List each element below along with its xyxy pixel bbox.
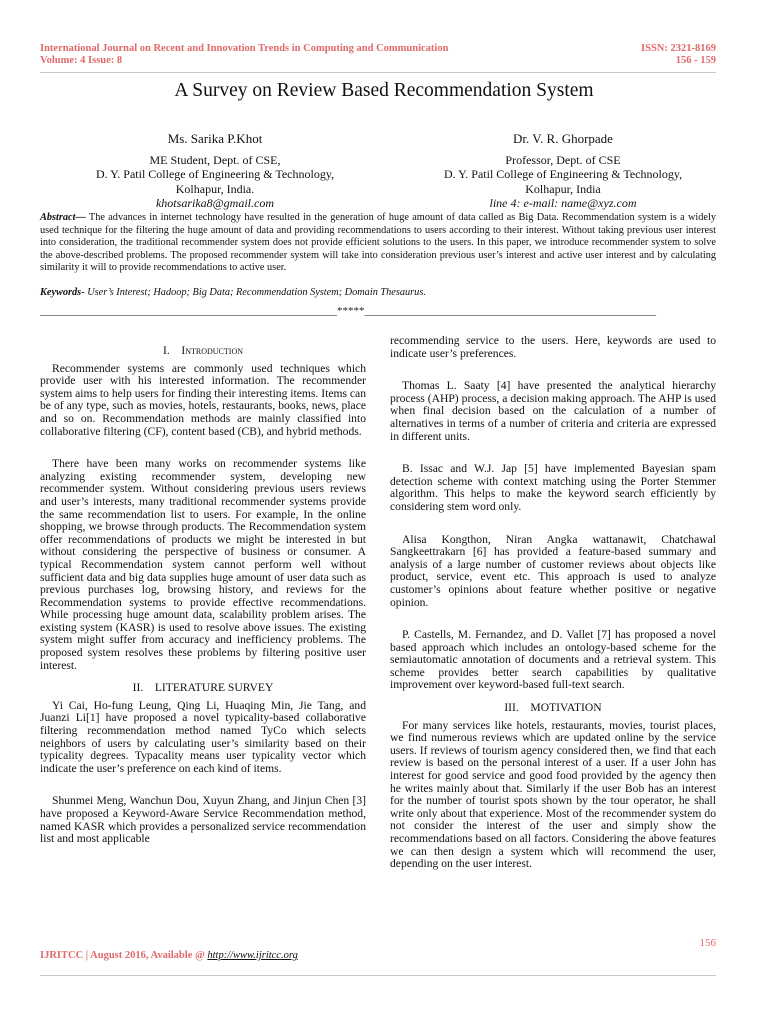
paragraph: P. Castells, M. Fernandez, and D. Vallet [7] has proposed a novel based approach which includes an ontology-based scheme for the semiautomatic annotation of documents and a retrieval system. This scheme provides better search capabilities by qualitative improvement over keyword-based full-text search.	[390, 628, 716, 692]
paragraph: Shunmei Meng, Wanchun Dou, Xuyun Zhang, and Jinjun Chen [3] have proposed a Keyword-Aware Service Recommendation method, named KASR which provides a personalized service recommendation list and most applicable	[40, 794, 366, 846]
paragraph: Yi Cai, Ho-fung Leung, Qing Li, Huaqing Min, Jie Tang, and Juanzi Li[1] have proposed a novel typicality-based collaborative filtering recommendation method named TyCo which selects neighbors of users by calculating user’s similarity based on their typicality degrees. Typacality means user typicality vector which indicate the user’s preference on each kind of items.	[40, 698, 366, 775]
section-title: LITERATURE SURVEY	[154, 681, 274, 695]
author-role: Professor, Dept. of CSE	[505, 152, 621, 167]
keywords	[40, 287, 720, 298]
separator: ______________________________________________________*****_____________________________________________________	[40, 305, 656, 317]
footer	[40, 950, 298, 961]
paragraph: There have been many works on recommender systems like analyzing existing recommender system, developing new recommender system. Without considering previous users reviews and user’s interests, many traditional recommender systems provide the same recommendation list to users. For example, In the online shopping, we browse through products. The Recommendation system offer recommendations of products we might be interested in but without considering the perspective of business or consumer. A typical Recommendation system cannot perform well without sufficient data and big data supplies huge amount of user data such as previous purchases log, browsing history, and reviews for the Recommendation systems to provide effective recommendations. While processing huge amount data, scalability problem arises. The existing system (KASR) is used to resolve above issues. The existing system might suffer from accuracy and inefficiency problems. The proposed system resolves these problems by filtering positive user interest.	[40, 457, 366, 672]
author-affiliation: D. Y. Patil College of Engineering & Technology,	[95, 167, 335, 181]
volume-issue: Volume: 4 Issue: 8	[40, 55, 123, 66]
paragraph: recommending service to the users. Here, keywords are used to indicate user’s preferences.	[390, 334, 716, 360]
keywords-label: Keywords-	[40, 287, 85, 298]
section-number: III.	[504, 701, 519, 715]
footer-text: IJRITCC | August 2016, Available @	[40, 950, 208, 961]
section-number: I.	[163, 344, 170, 357]
paragraph: Recommender systems are commonly used techniques which provide user with his interested information. The recommender system aims to help users for finding their interesting items. Items can be of any type, such as movies, hotels, restaurants, books, news, place and so on. Recommendation methods are mainly classified into collaborative filtering (CF), content based (CB), and hybrid methods.	[40, 361, 366, 438]
author-name: Ms. Sarika P.Khot	[167, 131, 263, 146]
abstract-label: Abstract—	[40, 212, 86, 223]
author-block-2	[398, 132, 728, 211]
left-column	[40, 345, 366, 846]
paper-title: A Survey on Review Based Recommendation System	[174, 80, 594, 101]
paragraph: Alisa Kongthon, Niran Angka wattanawit, Chatchawal Sangkeettrakarn [6] has provided a feature-based summary and analysis of a large number of customer reviews about objects like product, service, event etc. This approach is used to analyze customer’s opinions about feature whether positive or negative opinion.	[390, 532, 716, 609]
author-location: Kolhapur, India	[525, 181, 601, 196]
issn: ISSN: 2321-8169	[641, 43, 716, 54]
section-number: II.	[132, 681, 144, 695]
author-email: line 4: e-mail: name@xyz.com	[489, 196, 637, 210]
journal-name: International Journal on Recent and Innovation Trends in Computing and Communication	[40, 43, 449, 54]
footer-link[interactable]: http://www.ijritcc.org	[207, 950, 298, 961]
section-heading-literature	[40, 682, 366, 695]
author-location: Kolhapur, India.	[175, 181, 255, 196]
right-column	[390, 335, 716, 871]
keywords-text: User’s Interest; Hadoop; Big Data; Recommendation System; Domain Thesaurus.	[84, 287, 426, 298]
paragraph: Thomas L. Saaty [4] have presented the analytical hierarchy process (AHP) process, a decision making approach. The AHP is used when final decision based on the calculation of a number of alternatives in terms of a number of criteria and criteria are expressed in different units.	[390, 379, 716, 443]
author-role: ME Student, Dept. of CSE,	[149, 152, 281, 167]
page-range: 156 - 159	[675, 55, 716, 66]
abstract	[40, 212, 716, 275]
section-title: Introduction	[181, 344, 243, 357]
paragraph: B. Issac and W.J. Jap [5] have implemented Bayesian spam detection scheme with context matching using the Porter Stemmer algorithm. This helps to make the keyword search efficiently by considering stem word only.	[390, 462, 716, 513]
author-name: Dr. V. R. Ghorpade	[513, 131, 613, 146]
author-affiliation: D. Y. Patil College of Engineering & Technology,	[443, 167, 683, 181]
section-title: MOTIVATION	[530, 701, 602, 715]
section-heading-introduction	[40, 345, 366, 358]
paragraph: For many services like hotels, restaurants, movies, tourist places, we find numerous reviews which are updated online by the service users. If reviews of tourism agency considered then, we find that each review is based on the personal interest of a user. If a user John has interest for good service and good food provided by the agency then he writes mainly about that. Similarly if the user Bob has an interest for the number of tourist spots shown by the tour operator, he shall write only about that experience. Most of the recommender system do not consider the interest of the user and simply show the recommendations based on all factors. Considering the above features we can then design a system which will recommend the user, depending on the user interest.	[390, 718, 716, 871]
page-number: 156	[699, 937, 716, 949]
footer-rule	[40, 975, 716, 976]
abstract-text: The advances in internet technology have resulted in the generation of huge amount of data called as Big Data. Recommendation system is a widely used technique for the filtering the huge amount of data and providing recommendations to users according to their interest. Without taking previous user interest into consideration, the traditional recommender system does not provide efficient solutions to the users. In this paper, we introduce recommender system to solve the above-described problems. The proposed recommender system will take into consideration previous user’s interest and active user interest and by calculating similarity it will to provide recommendations to active user.	[40, 212, 716, 274]
author-block-1	[50, 132, 380, 211]
section-heading-motivation	[390, 702, 716, 715]
author-email: khotsarika8@gmail.com	[155, 196, 275, 210]
header-rule	[40, 72, 716, 73]
